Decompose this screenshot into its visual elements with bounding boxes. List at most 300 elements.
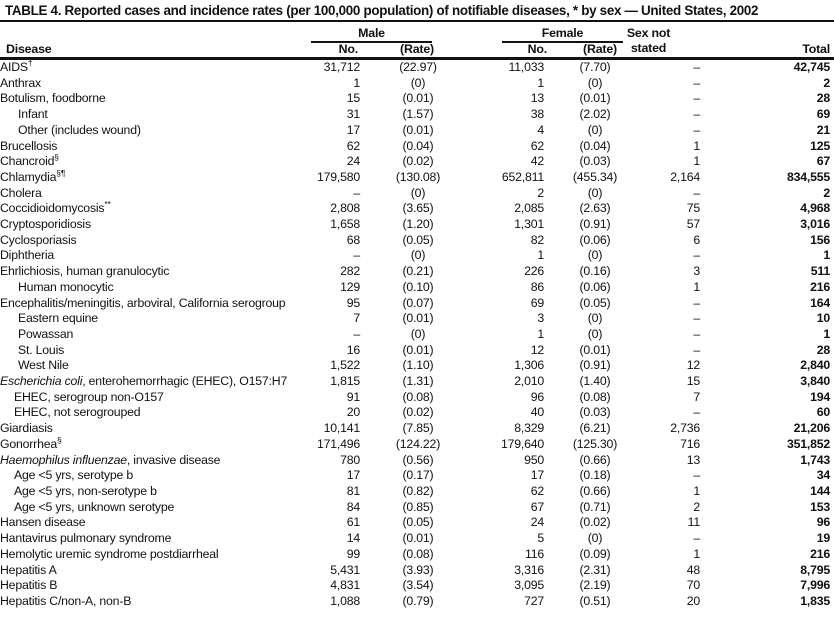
male-rate-cell: (0.82) (402, 483, 434, 498)
sex-not-stated-cell: 57 (686, 217, 700, 232)
table-row (0, 186, 830, 202)
female-rate-cell: (0.04) (579, 138, 611, 153)
male-no-cell: 61 (346, 515, 360, 530)
table-row (0, 421, 830, 437)
disease-name-cell: Hansen disease (0, 515, 86, 530)
table-row (0, 248, 830, 264)
sex-not-stated-cell: – (693, 311, 700, 326)
sex-not-stated-cell: 70 (686, 578, 700, 593)
disease-name-cell: AIDS† (0, 57, 33, 74)
male-rate-cell: (0.05) (402, 232, 434, 247)
disease-name-cell: Age <5 yrs, unknown serotype (14, 499, 175, 514)
table-row (0, 453, 830, 469)
female-rate-cell: (0) (587, 185, 603, 200)
male-group-header: Male (358, 26, 385, 40)
male-no-cell: 62 (346, 138, 360, 153)
male-rate-cell: (0) (410, 75, 426, 90)
disease-name-cell: Diphtheria (0, 248, 55, 263)
sex-not-stated-cell: 1 (693, 546, 700, 561)
total-cell: 125 (810, 138, 830, 153)
female-no-cell: 652,811 (501, 169, 544, 184)
table-row (0, 374, 830, 390)
sex-not-stated-cell: – (693, 185, 700, 200)
male-rate-cell: (0.04) (402, 138, 434, 153)
table-body (0, 57, 830, 610)
sex-not-stated-cell: – (693, 107, 700, 122)
table-row (0, 91, 830, 107)
total-cell: 1 (823, 326, 830, 341)
female-no-cell: 5 (537, 531, 544, 546)
female-no-cell: 69 (530, 295, 544, 310)
female-no-cell: 727 (524, 593, 544, 608)
table-row (0, 233, 830, 249)
female-no-cell: 1 (537, 248, 544, 263)
sex-not-stated-cell: 6 (693, 232, 700, 247)
table-row (0, 405, 830, 421)
table-row (0, 280, 830, 296)
female-no-cell: 42 (530, 154, 544, 169)
sex-not-stated-cell: – (693, 295, 700, 310)
table-row (0, 547, 830, 563)
total-cell: 216 (810, 546, 830, 561)
male-rate-cell: (22.97) (399, 60, 437, 74)
male-rate-cell: (0.02) (402, 154, 434, 169)
sex-not-stated-cell: – (693, 326, 700, 341)
female-no-cell: 4 (537, 122, 544, 137)
disease-name-cell: Ehrlichiosis, human granulocytic (0, 264, 170, 279)
table-row (0, 437, 830, 453)
table-row (0, 500, 830, 516)
total-cell: 3,016 (800, 217, 830, 232)
total-cell: 1,835 (800, 593, 830, 608)
table-row (0, 217, 830, 233)
female-no-cell: 116 (524, 546, 544, 561)
female-rate-cell: (0.66) (579, 483, 611, 498)
sex-not-stated-cell: – (693, 342, 700, 357)
female-rate-cell: (0.18) (579, 468, 611, 483)
male-no-cell: 780 (340, 452, 360, 467)
female-rate-cell: (0) (587, 311, 603, 326)
total-cell: 67 (816, 154, 830, 169)
total-cell: 156 (810, 232, 830, 247)
total-cell: 144 (810, 483, 830, 498)
disease-table (0, 57, 830, 610)
male-rate-cell: (1.20) (402, 217, 434, 232)
female-rate-cell: (125.30) (572, 436, 618, 451)
female-no-cell: 8,329 (514, 421, 544, 436)
sex-not-stated-cell: 1 (693, 138, 700, 153)
male-rate-cell: (0.01) (402, 531, 434, 546)
female-no-cell: 179,640 (500, 436, 544, 451)
total-cell: 351,852 (786, 436, 830, 451)
table-row (0, 515, 830, 531)
disease-name-cell: Escherichia coli, enterohemorrhagic (EHEC), O157:H7 (0, 374, 288, 389)
sex-not-stated-line1: Sex not (626, 26, 671, 40)
total-cell: 164 (810, 295, 830, 310)
disease-name-cell: Cyclosporiasis (0, 232, 77, 247)
disease-column-header: Disease (6, 42, 52, 56)
disease-name-cell: Hantavirus pulmonary syndrome (0, 531, 172, 546)
male-no-cell: 17 (346, 468, 360, 483)
table-row (0, 311, 830, 327)
male-no-cell: 24 (346, 154, 360, 169)
disease-name-cell: Hepatitis A (0, 562, 57, 577)
total-cell: 60 (816, 405, 830, 420)
total-cell: 216 (810, 279, 830, 294)
male-rate-cell: (0.10) (402, 279, 434, 294)
sex-not-stated-cell: – (693, 75, 700, 90)
disease-name-cell: Hepatitis B (0, 578, 58, 593)
table-row (0, 563, 830, 579)
female-no-cell: 11,033 (508, 60, 544, 74)
disease-name-cell: St. Louis (18, 342, 65, 357)
sex-not-stated-cell: – (693, 468, 700, 483)
table-row (0, 264, 830, 280)
total-cell: 21 (816, 122, 830, 137)
sex-not-stated-cell: 13 (686, 452, 700, 467)
female-rate-cell: (0.01) (579, 91, 611, 106)
female-no-column-header: No. (527, 42, 547, 56)
female-no-cell: 950 (524, 452, 544, 467)
female-no-cell: 62 (530, 483, 544, 498)
male-no-cell: 68 (346, 232, 360, 247)
female-no-cell: 2,010 (514, 374, 544, 389)
disease-name-cell: EHEC, serogroup non-O157 (14, 389, 164, 404)
sex-not-stated-cell: 20 (686, 593, 700, 608)
female-rate-column-header: (Rate) (583, 42, 617, 56)
male-no-column-header: No. (338, 42, 358, 56)
disease-name-cell: Age <5 yrs, serotype b (14, 468, 133, 483)
female-rate-cell: (0) (587, 75, 603, 90)
male-rate-cell: (0.01) (402, 122, 434, 137)
female-rate-cell: (0.09) (579, 546, 611, 561)
female-rate-cell: (0.02) (579, 515, 611, 530)
male-no-cell: 1,658 (330, 217, 360, 232)
disease-name-cell: West Nile (18, 358, 69, 373)
footnote-marker: † (27, 57, 33, 68)
male-no-cell: 179,580 (316, 169, 360, 184)
disease-name-cell: EHEC, not serogrouped (14, 405, 141, 420)
total-cell: 3,840 (800, 374, 830, 389)
sex-not-stated-cell: 48 (686, 562, 700, 577)
male-no-cell: 2,808 (330, 201, 360, 216)
sex-not-stated-cell: – (693, 248, 700, 263)
male-rate-cell: (3.93) (402, 562, 434, 577)
female-rate-cell: (2.02) (579, 107, 611, 122)
footnote-marker: ** (104, 199, 111, 210)
disease-name-cell: Giardiasis (0, 421, 53, 436)
disease-name-cell: Brucellosis (0, 138, 58, 153)
sex-not-stated-cell: 11 (687, 515, 700, 530)
female-no-cell: 96 (530, 389, 544, 404)
female-rate-cell: (0.01) (579, 342, 611, 357)
female-no-cell: 62 (530, 138, 544, 153)
sex-not-stated-cell: – (693, 405, 700, 420)
female-no-cell: 1,301 (514, 217, 544, 232)
total-cell: 28 (816, 342, 830, 357)
male-no-cell: 31,712 (323, 60, 360, 74)
male-no-cell: 95 (346, 295, 360, 310)
table-row (0, 358, 830, 374)
male-rate-cell: (0.17) (402, 468, 434, 483)
female-no-cell: 226 (524, 264, 544, 279)
male-no-cell: 4,831 (330, 578, 360, 593)
male-no-cell: – (353, 185, 360, 200)
disease-name-cell: Chlamydia§¶ (0, 167, 66, 184)
male-no-cell: 129 (340, 279, 360, 294)
male-rate-cell: (0.21) (402, 264, 434, 279)
male-no-cell: 5,431 (330, 562, 360, 577)
male-no-cell: 91 (346, 389, 360, 404)
table-row (0, 107, 830, 123)
table-row (0, 154, 830, 170)
female-rate-cell: (0.71) (579, 499, 611, 514)
male-no-cell: 10,141 (323, 421, 360, 436)
title-rule (0, 20, 834, 22)
total-cell: 19 (816, 531, 830, 546)
female-no-cell: 3 (537, 311, 544, 326)
female-rate-cell: (0.91) (579, 217, 611, 232)
male-no-cell: 14 (346, 531, 360, 546)
sex-not-stated-cell: 1 (693, 154, 700, 169)
male-no-cell: 171,496 (316, 436, 360, 451)
disease-name-cell: Botulism, foodborne (0, 91, 106, 106)
female-rate-cell: (1.40) (579, 374, 611, 389)
female-group-header: Female (541, 26, 584, 40)
male-rate-cell: (0.08) (402, 389, 434, 404)
male-no-cell: 84 (346, 499, 360, 514)
disease-name-cell: Human monocytic (18, 279, 114, 294)
total-cell: 96 (816, 515, 830, 530)
disease-name-italic: Escherichia coli (0, 374, 83, 389)
total-cell: 2,840 (800, 358, 830, 373)
disease-name-cell: Haemophilus influenzae, invasive disease (0, 452, 221, 467)
table-row (0, 390, 830, 406)
male-no-cell: 16 (346, 342, 360, 357)
female-no-cell: 13 (530, 91, 544, 106)
disease-name-cell: Gonorrhea§ (0, 434, 62, 451)
disease-name-cell: Powassan (18, 326, 74, 341)
sex-not-stated-cell: 2,164 (670, 169, 700, 184)
table-row (0, 76, 830, 92)
male-no-cell: 20 (346, 405, 360, 420)
male-no-cell: 15 (346, 91, 360, 106)
female-no-cell: 17 (530, 468, 544, 483)
table-row (0, 60, 830, 76)
female-rate-cell: (0.03) (579, 405, 611, 420)
disease-name-cell: Age <5 yrs, non-serotype b (14, 483, 157, 498)
male-rate-cell: (130.08) (395, 169, 441, 184)
female-rate-cell: (0.16) (579, 264, 611, 279)
total-cell: 7,996 (800, 578, 830, 593)
sex-not-stated-cell: 1 (693, 279, 700, 294)
male-rate-cell: (0.79) (402, 593, 434, 608)
female-rate-cell: (0.51) (579, 593, 611, 608)
male-no-cell: 282 (340, 264, 360, 279)
footnote-marker: § (54, 152, 59, 163)
female-rate-cell: (0) (587, 122, 603, 137)
female-rate-cell: (0) (587, 326, 603, 341)
male-rate-cell: (0.85) (402, 499, 434, 514)
disease-name-cell: Cryptosporidiosis (0, 217, 91, 232)
male-rate-cell: (0.05) (402, 515, 434, 530)
female-rate-cell: (2.31) (579, 562, 611, 577)
footnote-marker: § (57, 434, 62, 445)
male-rate-cell: (7.85) (402, 421, 434, 436)
male-no-cell: 1 (353, 75, 360, 90)
total-cell: 194 (810, 389, 830, 404)
sex-not-stated-cell: 12 (686, 358, 700, 373)
disease-name-cell: Chancroid§ (0, 152, 59, 169)
disease-name-cell: Other (includes wound) (18, 122, 141, 137)
total-cell: 42,745 (793, 60, 830, 74)
total-cell: 834,555 (786, 169, 830, 184)
total-cell: 2 (823, 75, 830, 90)
sex-not-stated-cell: 716 (680, 436, 700, 451)
male-no-cell: 99 (346, 546, 360, 561)
female-no-cell: 2,085 (514, 201, 544, 216)
table-title: TABLE 4. Reported cases and incidence rates (per 100,000 population) of notifiable diseases, * by sex — United States, 2002 (5, 3, 759, 18)
male-rate-cell: (0.07) (402, 295, 434, 310)
male-rate-cell: (0.01) (402, 311, 434, 326)
disease-name-cell: Anthrax (0, 75, 41, 90)
male-rate-cell: (0.02) (402, 405, 434, 420)
female-no-cell: 12 (530, 342, 544, 357)
sex-not-stated-cell: – (693, 122, 700, 137)
male-no-cell: 7 (353, 311, 360, 326)
table-row (0, 123, 830, 139)
sex-not-stated-cell: 2 (693, 499, 700, 514)
total-cell: 34 (816, 468, 830, 483)
male-rate-cell: (0) (410, 185, 426, 200)
male-rate-cell: (1.57) (402, 107, 434, 122)
table-row (0, 343, 830, 359)
male-rate-cell: (0.01) (402, 91, 434, 106)
male-rate-cell: (0.01) (402, 342, 434, 357)
table-row (0, 468, 830, 484)
total-cell: 10 (816, 311, 830, 326)
disease-name-cell: Eastern equine (18, 311, 98, 326)
female-rate-cell: (0.06) (579, 232, 611, 247)
male-rate-column-header: (Rate) (400, 42, 434, 56)
female-rate-cell: (2.63) (579, 201, 611, 216)
total-cell: 1 (823, 248, 830, 263)
disease-name-cell: Infant (18, 107, 48, 122)
female-no-cell: 2 (537, 185, 544, 200)
female-no-cell: 3,316 (514, 562, 544, 577)
male-rate-cell: (3.54) (402, 578, 434, 593)
sex-not-stated-line2: stated (630, 40, 667, 55)
female-no-cell: 82 (530, 232, 544, 247)
total-cell: 511 (810, 264, 830, 279)
female-rate-cell: (0.06) (579, 279, 611, 294)
female-no-cell: 38 (530, 107, 544, 122)
female-rate-cell: (6.21) (579, 421, 611, 436)
female-rate-cell: (455.34) (572, 169, 618, 184)
male-rate-cell: (0) (410, 248, 426, 263)
male-no-cell: 81 (346, 483, 360, 498)
female-no-cell: 24 (530, 515, 544, 530)
male-rate-cell: (0) (410, 326, 426, 341)
sex-not-stated-cell: – (693, 91, 700, 106)
female-rate-cell: (0.91) (579, 358, 611, 373)
sex-not-stated-cell: 1 (693, 483, 700, 498)
sex-not-stated-cell: 7 (693, 389, 700, 404)
female-rate-cell: (0) (587, 531, 603, 546)
female-no-cell: 1 (537, 75, 544, 90)
sex-not-stated-cell: – (693, 531, 700, 546)
table-row (0, 139, 830, 155)
female-no-cell: 67 (530, 499, 544, 514)
table-row (0, 201, 830, 217)
sex-not-stated-cell: 2,736 (670, 421, 700, 436)
male-rate-cell: (1.31) (402, 374, 434, 389)
male-no-cell: 1,522 (330, 358, 360, 373)
female-rate-cell: (0.03) (579, 154, 611, 169)
total-cell: 8,795 (800, 562, 830, 577)
total-cell: 4,968 (800, 201, 830, 216)
male-no-cell: 31 (346, 107, 360, 122)
table-row (0, 484, 830, 500)
female-no-cell: 40 (530, 405, 544, 420)
female-no-cell: 1 (537, 326, 544, 341)
female-no-cell: 86 (530, 279, 544, 294)
total-cell: 153 (810, 499, 830, 514)
sex-not-stated-cell: 75 (686, 201, 700, 216)
table-row (0, 327, 830, 343)
table-row (0, 170, 830, 186)
sex-not-stated-cell: 15 (686, 374, 700, 389)
male-no-cell: 1,088 (330, 593, 360, 608)
female-rate-cell: (0.08) (579, 389, 611, 404)
female-no-cell: 3,095 (514, 578, 544, 593)
male-no-cell: 1,815 (330, 374, 360, 389)
disease-name-cell: Encephalitis/meningitis, arboviral, California serogroup (0, 295, 286, 310)
table-row (0, 594, 830, 610)
male-rate-cell: (124.22) (395, 436, 441, 451)
total-cell: 28 (816, 91, 830, 106)
male-rate-cell: (0.08) (402, 546, 434, 561)
disease-name-cell: Hepatitis C/non-A, non-B (0, 593, 132, 608)
disease-name-italic: Haemophilus influenzae (0, 452, 127, 467)
total-cell: 69 (816, 107, 830, 122)
male-rate-cell: (3.65) (402, 201, 434, 216)
male-rate-cell: (1.10) (402, 358, 434, 373)
sex-not-stated-cell: 3 (693, 264, 700, 279)
total-cell: 21,206 (793, 421, 830, 436)
male-no-cell: – (353, 248, 360, 263)
total-column-header: Total (802, 42, 830, 56)
sex-not-stated-cell: – (693, 60, 700, 74)
female-rate-cell: (0.66) (579, 452, 611, 467)
male-no-cell: 17 (346, 122, 360, 137)
table-row (0, 296, 830, 312)
total-cell: 1,743 (800, 452, 830, 467)
disease-name-cell: Coccidioidomycosis** (0, 199, 111, 216)
total-cell: 2 (823, 185, 830, 200)
male-rate-cell: (0.56) (402, 452, 434, 467)
table-row (0, 578, 830, 594)
female-rate-cell: (0) (587, 248, 603, 263)
table-row (0, 531, 830, 547)
female-no-cell: 1,306 (514, 358, 544, 373)
female-rate-cell: (7.70) (579, 60, 611, 74)
disease-name-cell: Hemolytic uremic syndrome postdiarrheal (0, 546, 219, 561)
disease-name-cell: Cholera (0, 185, 42, 200)
female-rate-cell: (2.19) (579, 578, 611, 593)
male-no-cell: – (353, 326, 360, 341)
footnote-marker: §¶ (56, 167, 66, 178)
